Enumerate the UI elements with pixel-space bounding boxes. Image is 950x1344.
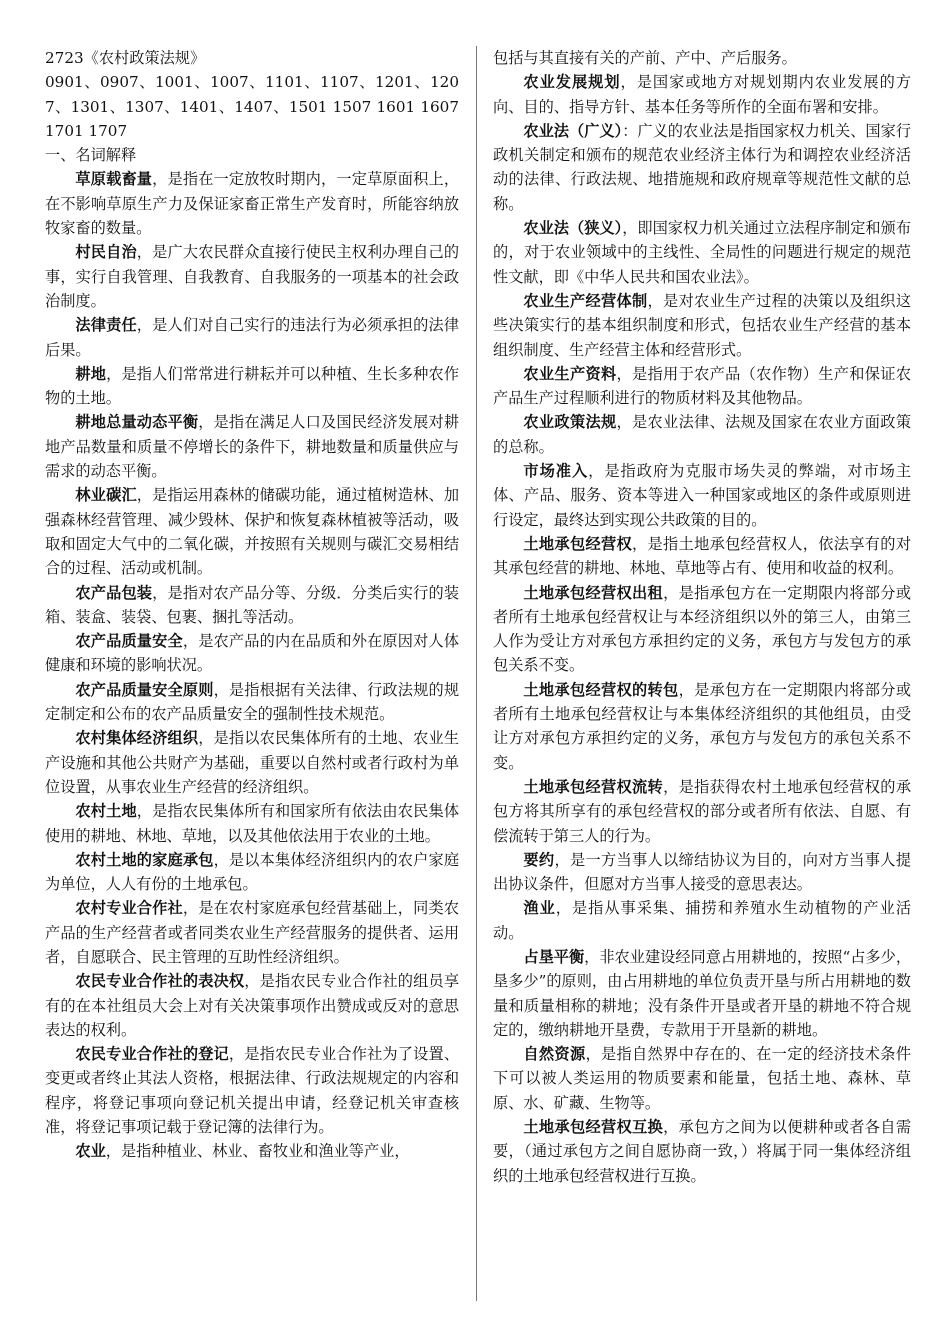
definition-entry: [493, 119, 911, 216]
term: 农产品质量安全: [75, 632, 183, 651]
term: 农产品包装: [75, 583, 153, 602]
term: 土地承包经营权出租: [523, 583, 664, 602]
term: 草原载畜量: [75, 170, 153, 189]
definition: ，是指自然界中存在的、在一定的经济技术条件下可以被人类运用的物质要素和能量，包括土地、森林、草原、水、矿藏、生物等。: [493, 1045, 912, 1112]
definition: ，是指在满足人口及国民经济发展对耕地产品数量和质量不停增长的条件下，耕地数量和质量供应与需求的动态平衡。: [45, 413, 460, 481]
definition-entry: [45, 896, 459, 969]
definition-entry: [493, 775, 911, 848]
definition: ，是指运用森林的储碳功能，通过植树造林、加强森林经营管理、减少毁林、保护和恢复森林植被等活动，吸取和固定大气中的二氧化碳，并按照有关规则与碳汇交易相结合的过程、活动或机制。: [45, 486, 460, 578]
right-column: [493, 46, 911, 1188]
continuation-text: 包括与其直接有关的产前、产中、产后服务。: [493, 49, 797, 67]
definition: ，承包方之间为以便耕种或者各自需要，（通过承包方之间自愿协商一致，）将属于同一集体经济组织的土地承包经营权进行互换。: [493, 1118, 912, 1185]
definition: ，是指从事采集、捕捞和养殖水生动植物的产业活动。: [493, 899, 912, 942]
definition: ，是指农民专业合作社为了设置、变更或者终止其法人资格，根据法律、行政法规规定的内容和程序，将登记事项向登记机关提出申请，经登记机关审查核准，将登记事项记载于登记簿的法律行为。: [45, 1045, 460, 1137]
term: 要约: [523, 850, 555, 869]
term: 耕地总量动态平衡: [75, 413, 199, 432]
term: 农业生产经营体制: [523, 291, 648, 310]
definition: ，是指根据有关法律、行政法规的规定制定和公布的农产品质量安全的强制性技术规范。: [45, 680, 460, 724]
term: 农村专业合作社: [75, 899, 183, 918]
term: 法律责任: [75, 316, 137, 335]
term: 农村集体经济组织: [75, 729, 199, 748]
column-divider: [476, 46, 477, 1301]
definition: ，是承包方在一定期限内将部分或者所有土地承包经营权让与本集体经济组织的其他组员，由受让方对承包方承担约定的义务，承包方与发包方的承包关系不变。: [493, 680, 912, 772]
definition: ，是在农村家庭承包经营基础上，同类农产品的生产经营者或者同类农业生产经营服务的提供者、运用者，自愿联合、民主管理的互助性经济组织。: [45, 899, 460, 966]
definition-entry: [493, 532, 911, 581]
definition-entry: [45, 848, 459, 897]
definition: ，是指人们常常进行耕耘并可以种植、生长多种农作物的土地。: [45, 364, 460, 408]
definition: ，是国家或地方对规划期内农业发展的方向、目的、指导方针、基本任务等所作的全面布署和安排。: [493, 73, 912, 116]
term: 农业法（狭义）: [523, 219, 623, 238]
left-column: [45, 46, 459, 1164]
definition-entry: [45, 629, 459, 678]
term: 农业生产资料: [523, 364, 617, 383]
definition: ，是农产品的内在品质和外在原因对人体健康和环境的影响状况。: [45, 632, 460, 675]
term: 农产品质量安全原则: [75, 680, 214, 699]
definition-entry: [493, 216, 911, 289]
definition-entry: [45, 362, 459, 411]
term: 土地承包经营权互换: [523, 1118, 664, 1137]
term: 农业: [75, 1142, 106, 1161]
definition: ，是指农民集体所有和国家所有依法由农民集体使用的耕地、林地、草地，以及其他依法用于农业的土地。: [45, 802, 460, 845]
definition-entry: [493, 896, 911, 945]
term: 占垦平衡: [523, 947, 585, 966]
definition-entry: [45, 678, 459, 727]
definition: ，是指用于农产品（农作物）生产和保证农产品生产过程顺利进行的物质材料及其他物品。: [493, 364, 912, 408]
term: 自然资源: [523, 1045, 586, 1064]
definition-entry: [493, 945, 911, 1042]
definition: ，是指获得农村土地承包经营权的承包方将其所享有的承包经营权的部分或者所有依法、自愿、有偿流转于第三人的行为。: [493, 777, 912, 845]
term: 农村土地的家庭承包: [75, 850, 214, 869]
definition: ，是指土地承包经营权人，依法享有的对其承包经营的耕地、林地、草地等占有、使用和收益的权利。: [493, 534, 912, 578]
term: 农业法（广义）: [523, 121, 623, 140]
definition-entry: [493, 848, 911, 897]
term: 村民自治: [75, 243, 137, 262]
term: 农民专业合作社的表决权: [75, 972, 245, 991]
definition: ，是指承包方在一定期限内将部分或者所有土地承包经营权让与本经济组织以外的第三人，由第三人作为受让方对承包方承担约定的义务，承包方与发包方的承包关系不变。: [493, 583, 912, 675]
definition-entry: [493, 70, 911, 119]
term: 市场准入: [523, 462, 589, 481]
definition-entry: [493, 410, 911, 459]
definition-entry: [493, 459, 911, 532]
term: 土地承包经营权流转: [523, 777, 664, 796]
definition-entry: [493, 1042, 911, 1115]
definition-entry: [493, 581, 911, 678]
definition-entry: [493, 678, 911, 775]
definition-entry: [493, 1115, 911, 1188]
definition-entry: [45, 240, 459, 313]
term: 土地承包经营权的转包: [523, 680, 679, 699]
definition-entry: [45, 969, 459, 1042]
definition-entry: [45, 799, 459, 848]
definition: ，是农业法律、法规及国家在农业方面政策的总称。: [493, 413, 912, 456]
definition-entry: [45, 483, 459, 580]
term: 渔业: [523, 899, 556, 918]
definition-entry: [45, 1042, 459, 1139]
definition: ：广义的农业法是指国家权力机关、国家行政机关制定和颁布的规范农业经济主体行为和调控农业经济活动的法律、行政法规、地措施规和政府规章等规范性文献的总称。: [493, 121, 912, 213]
definition: ，是以本集体经济组织内的农户家庭为单位，人人有份的土地承包。: [45, 850, 460, 894]
definition: ，是指对农产品分等、分级．分类后实行的装箱、装盒、装袋、包裹、捆扎等活动。: [45, 583, 460, 626]
definition: ，是对农业生产过程的决策以及组织这些决策实行的基本组织制度和形式，包括农业生产经营的基本组织制度、生产经营主体和经营形式。: [493, 291, 911, 359]
section-title: 一、名词解释: [45, 146, 137, 165]
definition: ，是一方当事人以缔结协议为目的，向对方当事人提出协议条件，但愿对方当事人接受的意思表达。: [493, 850, 912, 894]
definition: ，非农业建设经同意占用耕地的，按照“占多少，垦多少”的原则，由占用耕地的单位负责开垦与所占用耕地的数量和质量相称的耕地；没有条件开垦或者开垦的耕地不符合规定的，缴纳耕地开垦费，专款用于开垦新的耕地。: [493, 947, 912, 1039]
term: 农民专业合作社的登记: [75, 1045, 229, 1064]
definition: ，是指政府为克服市场失灵的弊端，对市场主体、产品、服务、资本等进入一种国家或地区的条件或原则进行设定，最终达到实现公共政策的目的。: [493, 462, 912, 529]
term: 农业政策法规: [523, 413, 617, 432]
definition-entry: [493, 362, 911, 411]
definition: ，是广大农民群众直接行使民主权利办理自己的事，实行自我管理、自我教育、自我服务的一项基本的社会政治制度。: [45, 243, 460, 310]
definition-entry: [45, 726, 459, 799]
term: 农村土地: [75, 802, 137, 821]
term: 农业发展规划: [523, 73, 621, 92]
definition-entry: [45, 1139, 459, 1163]
definition-entry: [45, 410, 459, 483]
exam-dates: 0901、0907、1001、1007、1101、1107、1201、1207、1301、1307、1401、1407、1501 1507 1601 1607 1701 1707: [45, 73, 459, 140]
definition-entry: [45, 581, 459, 630]
definition: ，是指种植业、林业、畜牧业和渔业等产业，: [105, 1142, 410, 1161]
definition-entry: [493, 289, 911, 362]
definition: ，即国家权力机关通过立法程序制定和颁布的，对于农业领域中的主线性、全局性的问题进行规定的规范性文献，即《中华人民共和国农业法》。: [493, 219, 912, 286]
definition-entry: [45, 313, 459, 362]
term: 耕地: [75, 364, 107, 383]
definition-entry: [45, 167, 459, 240]
term: 林业碳汇: [75, 486, 137, 505]
term: 土地承包经营权: [523, 534, 633, 553]
course-title: 2723《农村政策法规》: [45, 49, 206, 67]
definition: ，是指在一定放牧时期内，一定草原面积上，在不影响草原生产力及保证家畜正常生产发育时，所能容纳放牧家畜的数量。: [45, 170, 460, 238]
document-page: [45, 46, 915, 1301]
definition: ，是指农民专业合作社的组员享有的在本社组员大会上对有关决策事项作出赞成或反对的意思表达的权利。: [45, 972, 460, 1039]
definition: ，是指以农民集体所有的土地、农业生产设施和其他公共财产为基础，重要以自然村或者行政村为单位设置，从事农业生产经营的经济组织。: [45, 729, 460, 796]
definition: ，是人们对自己实行的违法行为必须承担的法律后果。: [45, 316, 460, 359]
